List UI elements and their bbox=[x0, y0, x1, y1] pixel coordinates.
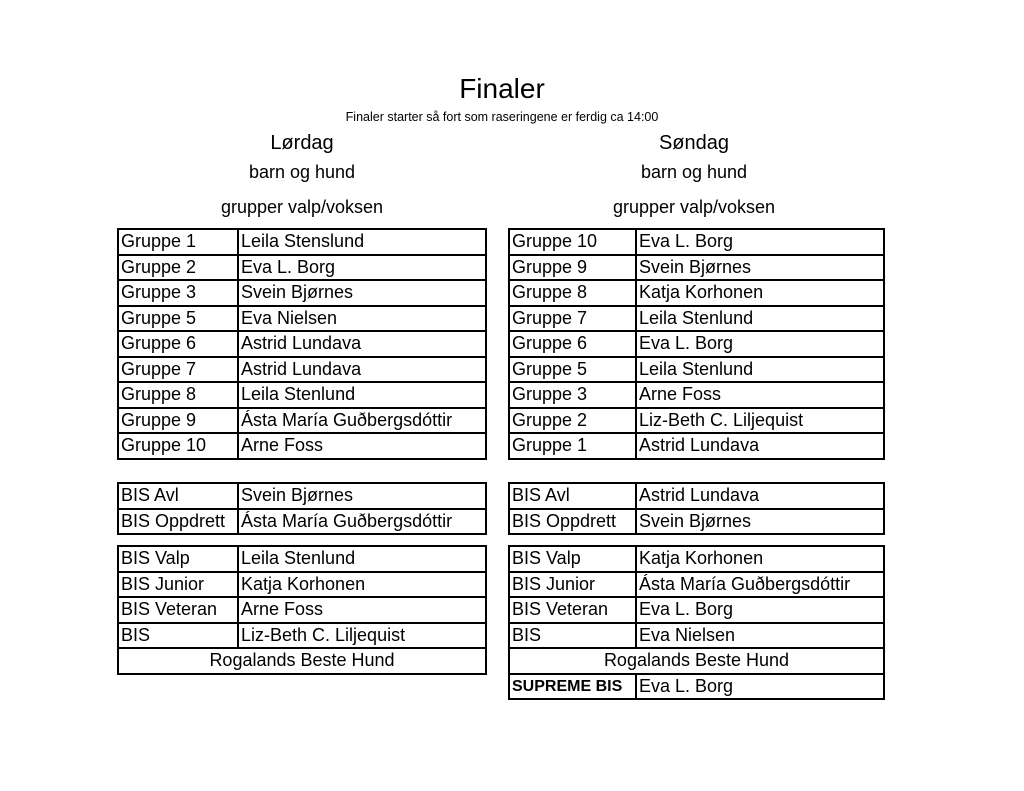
table-row bbox=[509, 623, 884, 649]
table-row bbox=[118, 306, 486, 332]
judge-cell: Astrid Lundava bbox=[636, 483, 884, 509]
judge-cell: Leila Stenlund bbox=[636, 357, 884, 383]
category-cell: Gruppe 10 bbox=[509, 229, 636, 255]
category-cell: Gruppe 3 bbox=[118, 280, 238, 306]
table-row bbox=[118, 483, 486, 509]
category-cell: BIS Oppdrett bbox=[118, 509, 238, 535]
category-cell: BIS Valp bbox=[509, 546, 636, 572]
saturday-day-label: Lørdag bbox=[270, 132, 334, 154]
table-row bbox=[118, 280, 486, 306]
category-cell: BIS bbox=[509, 623, 636, 649]
judge-cell: Eva L. Borg bbox=[238, 255, 486, 281]
judge-cell: Arne Foss bbox=[636, 382, 884, 408]
judge-cell: Ásta María Guðbergsdóttir bbox=[238, 509, 486, 535]
category-cell: Gruppe 3 bbox=[509, 382, 636, 408]
saturday-subheading-1: barn og hund bbox=[248, 162, 356, 182]
judge-cell: Eva L. Borg bbox=[636, 229, 884, 255]
sunday-day-label: Søndag bbox=[658, 132, 730, 154]
judge-cell: Leila Stenlund bbox=[636, 306, 884, 332]
table-row bbox=[118, 357, 486, 383]
judge-cell: Leila Stenlund bbox=[238, 546, 486, 572]
table-row bbox=[509, 255, 884, 281]
category-cell: Gruppe 5 bbox=[118, 306, 238, 332]
judge-cell: Eva Nielsen bbox=[636, 623, 884, 649]
judge-cell: Ásta María Guðbergsdóttir bbox=[636, 572, 884, 598]
table-row bbox=[509, 648, 884, 674]
judge-cell: Katja Korhonen bbox=[636, 546, 884, 572]
table-row bbox=[118, 382, 486, 408]
supreme-bis-label: SUPREME BIS bbox=[509, 674, 636, 700]
category-cell: Gruppe 7 bbox=[509, 306, 636, 332]
category-cell: Gruppe 7 bbox=[118, 357, 238, 383]
table-row bbox=[118, 433, 486, 459]
category-cell: Gruppe 5 bbox=[509, 357, 636, 383]
table-row bbox=[509, 546, 884, 572]
saturday-groups-table bbox=[117, 228, 487, 460]
table-row bbox=[118, 546, 486, 572]
sunday-subheading-1: barn og hund bbox=[640, 162, 748, 182]
table-row bbox=[118, 623, 486, 649]
judge-cell: Svein Bjørnes bbox=[636, 255, 884, 281]
judge-cell: Svein Bjørnes bbox=[238, 280, 486, 306]
judge-cell: Svein Bjørnes bbox=[636, 509, 884, 535]
table-row bbox=[118, 572, 486, 598]
table-row bbox=[509, 483, 884, 509]
sunday-groups-table bbox=[508, 228, 885, 460]
judge-cell: Svein Bjørnes bbox=[238, 483, 486, 509]
judge-cell: Eva L. Borg bbox=[636, 331, 884, 357]
table-row bbox=[509, 357, 884, 383]
category-cell: Gruppe 2 bbox=[509, 408, 636, 434]
table-row bbox=[118, 509, 486, 535]
judge-cell: Katja Korhonen bbox=[238, 572, 486, 598]
table-row bbox=[118, 597, 486, 623]
judge-cell: Eva Nielsen bbox=[238, 306, 486, 332]
category-cell: BIS Avl bbox=[118, 483, 238, 509]
judge-cell: Arne Foss bbox=[238, 433, 486, 459]
table-row bbox=[509, 597, 884, 623]
table-row bbox=[118, 408, 486, 434]
judge-cell: Arne Foss bbox=[238, 597, 486, 623]
category-cell: BIS Junior bbox=[118, 572, 238, 598]
judge-cell: Liz-Beth C. Liljequist bbox=[636, 408, 884, 434]
category-cell: Gruppe 8 bbox=[509, 280, 636, 306]
category-cell: Gruppe 9 bbox=[118, 408, 238, 434]
judge-cell: Liz-Beth C. Liljequist bbox=[238, 623, 486, 649]
page-title: Finaler bbox=[459, 73, 545, 104]
table-row bbox=[509, 331, 884, 357]
judge-cell: Astrid Lundava bbox=[636, 433, 884, 459]
judge-cell: Astrid Lundava bbox=[238, 331, 486, 357]
saturday-subheading-2: grupper valp/voksen bbox=[220, 197, 384, 217]
category-cell: Gruppe 1 bbox=[118, 229, 238, 255]
sunday-bis-final-table bbox=[508, 545, 885, 700]
judge-cell: Ásta María Guðbergsdóttir bbox=[238, 408, 486, 434]
judge-cell: Astrid Lundava bbox=[238, 357, 486, 383]
table-row bbox=[509, 433, 884, 459]
saturday-bis-breed-table bbox=[117, 482, 487, 535]
category-cell: BIS Oppdrett bbox=[509, 509, 636, 535]
category-cell: Gruppe 6 bbox=[118, 331, 238, 357]
category-cell: Gruppe 1 bbox=[509, 433, 636, 459]
sunday-rogaland-label: Rogalands Beste Hund bbox=[509, 648, 884, 674]
saturday-rogaland-label: Rogalands Beste Hund bbox=[118, 648, 486, 674]
table-row bbox=[509, 572, 884, 598]
table-row bbox=[509, 382, 884, 408]
table-row bbox=[118, 229, 486, 255]
category-cell: Gruppe 10 bbox=[118, 433, 238, 459]
page-subtitle: Finaler starter så fort som raseringene er ferdig ca 14:00 bbox=[345, 110, 659, 124]
table-row bbox=[509, 509, 884, 535]
category-cell: BIS Avl bbox=[509, 483, 636, 509]
table-row bbox=[118, 331, 486, 357]
category-cell: BIS Veteran bbox=[118, 597, 238, 623]
category-cell: BIS Veteran bbox=[509, 597, 636, 623]
sunday-bis-breed-table bbox=[508, 482, 885, 535]
category-cell: BIS Junior bbox=[509, 572, 636, 598]
category-cell: Gruppe 6 bbox=[509, 331, 636, 357]
category-cell: Gruppe 9 bbox=[509, 255, 636, 281]
judge-cell: Katja Korhonen bbox=[636, 280, 884, 306]
category-cell: Gruppe 8 bbox=[118, 382, 238, 408]
category-cell: BIS Valp bbox=[118, 546, 238, 572]
judge-cell: Leila Stenslund bbox=[238, 229, 486, 255]
table-row bbox=[118, 648, 486, 674]
table-row bbox=[118, 255, 486, 281]
sunday-subheading-2: grupper valp/voksen bbox=[612, 197, 776, 217]
judge-cell: Eva L. Borg bbox=[636, 597, 884, 623]
table-row bbox=[509, 280, 884, 306]
table-row bbox=[509, 306, 884, 332]
judge-cell: Leila Stenlund bbox=[238, 382, 486, 408]
supreme-bis-judge: Eva L. Borg bbox=[636, 674, 884, 700]
category-cell: Gruppe 2 bbox=[118, 255, 238, 281]
table-row bbox=[509, 674, 884, 700]
saturday-bis-final-table bbox=[117, 545, 487, 675]
table-row bbox=[509, 408, 884, 434]
category-cell: BIS bbox=[118, 623, 238, 649]
table-row bbox=[509, 229, 884, 255]
